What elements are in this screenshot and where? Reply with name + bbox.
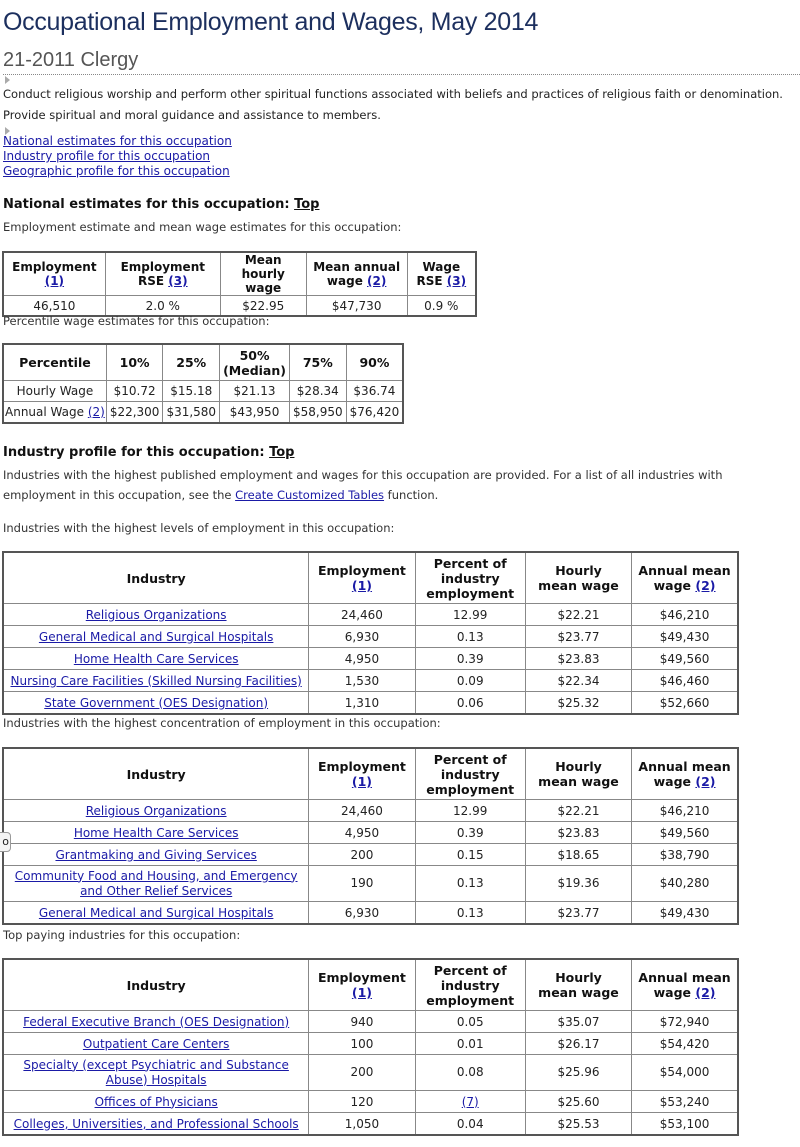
table-row xyxy=(3,866,738,902)
col-75: 75% xyxy=(289,344,346,381)
table-row xyxy=(3,1091,738,1113)
cell-hourly: $22.21 xyxy=(525,604,631,626)
cell-industry xyxy=(3,1011,309,1033)
cell-hourly: $23.83 xyxy=(525,822,631,844)
table-caption: Industries with the highest concentration of employment in this occupation: xyxy=(3,716,441,730)
col-employment: Employment (1) xyxy=(309,552,415,604)
cell-employment: 190 xyxy=(309,866,415,902)
cell-percent: 0.01 xyxy=(415,1033,525,1055)
col-employment: Employment (1) xyxy=(309,748,415,800)
cell-hourly: $22.21 xyxy=(525,800,631,822)
table-header-row xyxy=(3,252,476,296)
footnote-link[interactable]: (1) xyxy=(44,274,65,288)
percentile-intro: Percentile wage estimates for this occupation: xyxy=(3,314,270,328)
top-link[interactable]: Top xyxy=(294,197,320,212)
cell: $58,950 xyxy=(289,402,346,424)
industry-link[interactable]: Nursing Care Facilities (Skilled Nursing Facilities) xyxy=(10,673,302,688)
col-hourly: Hourly mean wage xyxy=(525,552,631,604)
table-header-row xyxy=(3,552,738,604)
col-90: 90% xyxy=(346,344,403,381)
cell-employment: 1,530 xyxy=(309,670,415,692)
cell-industry xyxy=(3,822,309,844)
table-row xyxy=(3,822,738,844)
cell-annual: $53,240 xyxy=(632,1091,738,1113)
expand-triangle-icon[interactable] xyxy=(5,76,10,84)
footnote-link[interactable]: (2) xyxy=(695,578,716,593)
cell-industry xyxy=(3,1055,309,1091)
cell-employment: 24,460 xyxy=(309,800,415,822)
table-caption: Top paying industries for this occupation: xyxy=(3,928,241,942)
col-percent: Percent of industry employment xyxy=(415,959,525,1011)
industry-table-highest-employment xyxy=(2,551,739,715)
cell-percent: 0.13 xyxy=(415,626,525,648)
toc-link-geographic[interactable]: Geographic profile for this occupation xyxy=(3,164,230,178)
table-header-row xyxy=(3,748,738,800)
footnote-link[interactable]: (2) xyxy=(367,274,387,288)
cell-employment: 1,310 xyxy=(309,692,415,715)
side-tab[interactable]: o xyxy=(0,832,11,852)
col-hourly: Hourly mean wage xyxy=(525,959,631,1011)
cell-percent: 0.13 xyxy=(415,866,525,902)
cell-hourly: $26.17 xyxy=(525,1033,631,1055)
occupation-title: 21-2011 Clergy xyxy=(3,49,139,71)
cell-employment: 1,050 xyxy=(309,1113,415,1136)
industry-link[interactable]: Outpatient Care Centers xyxy=(82,1036,230,1051)
cell-annual: $72,940 xyxy=(632,1011,738,1033)
cell-percent: 0.09 xyxy=(415,670,525,692)
cell-percent: 0.08 xyxy=(415,1055,525,1091)
cell-annual: $46,210 xyxy=(632,800,738,822)
cell-industry xyxy=(3,866,309,902)
industry-link[interactable]: Home Health Care Services xyxy=(73,825,239,840)
cell: $31,580 xyxy=(163,402,220,424)
table-header-row xyxy=(3,959,738,1011)
col-10: 10% xyxy=(106,344,163,381)
cell-industry xyxy=(3,604,309,626)
cell-percent: 0.04 xyxy=(415,1113,525,1136)
cell-percent: 0.06 xyxy=(415,692,525,715)
cell-hourly: $23.77 xyxy=(525,902,631,925)
cell-mean-hourly: $22.95 xyxy=(220,296,306,317)
cell-percent: 0.15 xyxy=(415,844,525,866)
table-row xyxy=(3,381,403,402)
description-line-2: Provide spiritual and moral guidance and assistance to members. xyxy=(3,108,381,122)
col-wage-rse: Wage RSE (3) xyxy=(407,252,476,296)
cell-employment: 6,930 xyxy=(309,626,415,648)
cell-percent: 0.39 xyxy=(415,822,525,844)
national-estimates-heading: National estimates for this occupation: Top xyxy=(3,197,320,212)
footnote-link[interactable]: (2) xyxy=(695,774,716,789)
cell-employment: 4,950 xyxy=(309,648,415,670)
cell-percent: 12.99 xyxy=(415,800,525,822)
cell-percent xyxy=(415,1091,525,1113)
cell-employment: 120 xyxy=(309,1091,415,1113)
industry-link[interactable]: Specialty (except Psychiatric and Substance Abuse) Hospitals xyxy=(23,1057,289,1087)
col-percent: Percent of industry employment xyxy=(415,748,525,800)
cell-hourly: $25.53 xyxy=(525,1113,631,1136)
table-row xyxy=(3,1011,738,1033)
industry-link[interactable]: Community Food and Housing, and Emergency and Other Relief Services xyxy=(14,868,298,898)
cell-industry xyxy=(3,648,309,670)
col-employment-rse: Employment RSE (3) xyxy=(105,252,220,296)
cell-annual: $53,100 xyxy=(632,1113,738,1136)
footnote-link[interactable]: (1) xyxy=(351,578,373,593)
cell-employment: 24,460 xyxy=(309,604,415,626)
cell: $36.74 xyxy=(346,381,403,402)
percentile-table xyxy=(2,343,404,424)
col-mean-annual: Mean annual wage (2) xyxy=(306,252,407,296)
cell-industry xyxy=(3,626,309,648)
cell-employment: 100 xyxy=(309,1033,415,1055)
cell-industry xyxy=(3,692,309,715)
cell-hourly: $25.96 xyxy=(525,1055,631,1091)
cell-percent: 0.39 xyxy=(415,648,525,670)
table-row xyxy=(3,902,738,925)
cell-employment: 200 xyxy=(309,1055,415,1091)
cell-mean-annual: $47,730 xyxy=(306,296,407,317)
cell: $22,300 xyxy=(106,402,163,424)
cell-employment: 4,950 xyxy=(309,822,415,844)
cell-industry xyxy=(3,902,309,925)
cell-annual: $54,420 xyxy=(632,1033,738,1055)
table-row xyxy=(3,1113,738,1136)
cell-annual: $49,430 xyxy=(632,626,738,648)
industry-link[interactable]: Home Health Care Services xyxy=(73,651,239,666)
cell-annual: $54,000 xyxy=(632,1055,738,1091)
cell: $10.72 xyxy=(106,381,163,402)
col-percentile: Percentile xyxy=(3,344,106,381)
table-row xyxy=(3,604,738,626)
footnote-link[interactable]: (2) xyxy=(695,985,716,1000)
cell-hourly: $18.65 xyxy=(525,844,631,866)
cell-percent: 0.05 xyxy=(415,1011,525,1033)
cell-annual: $49,560 xyxy=(632,822,738,844)
col-mean-hourly: Mean hourly wage xyxy=(220,252,306,296)
industry-link[interactable]: State Government (OES Designation) xyxy=(44,695,269,710)
cell-percent: 12.99 xyxy=(415,604,525,626)
cell-hourly: $22.34 xyxy=(525,670,631,692)
industry-link[interactable]: General Medical and Surgical Hospitals xyxy=(38,629,274,644)
cell-industry xyxy=(3,1091,309,1113)
table-row xyxy=(3,844,738,866)
industry-link[interactable]: Religious Organizations xyxy=(85,607,227,622)
cell-percent: 0.13 xyxy=(415,902,525,925)
footnote-link[interactable]: (3) xyxy=(168,274,188,288)
divider xyxy=(3,74,800,75)
col-annual: Annual mean wage (2) xyxy=(632,552,738,604)
row-label: Annual Wage (2) xyxy=(3,402,106,424)
cell-wage-rse: 0.9 % xyxy=(407,296,476,317)
footnote-link[interactable]: (2) xyxy=(87,405,105,419)
industry-link[interactable]: Offices of Physicians xyxy=(94,1094,218,1109)
industry-intro: Industries with the highest published employment and wages for this occupation are provided. For a list of all industries with employment in this occupation, see the Create Customized Tables function. xyxy=(3,468,723,502)
cell: $21.13 xyxy=(220,381,290,402)
cell-annual: $46,210 xyxy=(632,604,738,626)
cell-employment: 200 xyxy=(309,844,415,866)
industry-link[interactable]: General Medical and Surgical Hospitals xyxy=(38,905,274,920)
cell: $43,950 xyxy=(220,402,290,424)
col-25: 25% xyxy=(163,344,220,381)
cell-employment: 940 xyxy=(309,1011,415,1033)
col-hourly: Hourly mean wage xyxy=(525,748,631,800)
col-employment: Employment (1) xyxy=(309,959,415,1011)
cell-hourly: $25.32 xyxy=(525,692,631,715)
cell-industry xyxy=(3,844,309,866)
footnote-link[interactable]: (3) xyxy=(446,274,467,288)
toc-link-industry[interactable]: Industry profile for this occupation xyxy=(3,149,211,163)
table-header-row xyxy=(3,344,403,381)
footnote-link[interactable]: (1) xyxy=(351,774,373,789)
cell-hourly: $23.77 xyxy=(525,626,631,648)
industry-link[interactable]: Colleges, Universities, and Professional Schools xyxy=(13,1116,299,1131)
industry-table-highest-concentration xyxy=(2,747,739,925)
footnote-link[interactable]: (7) xyxy=(461,1094,479,1109)
industry-profile-heading: Industry profile for this occupation: Top xyxy=(3,445,295,460)
industry-link[interactable]: Religious Organizations xyxy=(85,803,227,818)
description-line-1: Conduct religious worship and perform other spiritual functions associated with beliefs and practices of religious faith or denomination. xyxy=(3,87,783,101)
col-annual: Annual mean wage (2) xyxy=(632,748,738,800)
table-row xyxy=(3,670,738,692)
cell-industry xyxy=(3,800,309,822)
footnote-link[interactable]: (1) xyxy=(351,985,373,1000)
cell-hourly: $19.36 xyxy=(525,866,631,902)
row-label: Hourly Wage xyxy=(3,381,106,402)
cell: $15.18 xyxy=(163,381,220,402)
cell: $28.34 xyxy=(289,381,346,402)
industry-link[interactable]: Federal Executive Branch (OES Designation) xyxy=(23,1014,290,1029)
table-row xyxy=(3,402,403,424)
industry-link[interactable]: Grantmaking and Giving Services xyxy=(55,847,257,862)
cell-hourly: $35.07 xyxy=(525,1011,631,1033)
table-row xyxy=(3,692,738,715)
table-row xyxy=(3,626,738,648)
occupation-description xyxy=(3,84,798,126)
cell-employment: 46,510 xyxy=(3,296,105,317)
national-estimates-table xyxy=(2,251,477,317)
table-row xyxy=(3,296,476,317)
col-industry: Industry xyxy=(3,959,309,1011)
cell: $76,420 xyxy=(346,402,403,424)
cell-industry xyxy=(3,1113,309,1136)
cell-annual: $40,280 xyxy=(632,866,738,902)
table-caption: Industries with the highest levels of employment in this occupation: xyxy=(3,521,395,535)
col-annual: Annual mean wage (2) xyxy=(632,959,738,1011)
col-percent: Percent of industry employment xyxy=(415,552,525,604)
col-industry: Industry xyxy=(3,748,309,800)
col-employment: Employment (1) xyxy=(3,252,105,296)
table-row xyxy=(3,800,738,822)
cell-employment-rse: 2.0 % xyxy=(105,296,220,317)
national-intro: Employment estimate and mean wage estimates for this occupation: xyxy=(3,220,402,234)
cell-annual: $49,430 xyxy=(632,902,738,925)
cell-hourly: $25.60 xyxy=(525,1091,631,1113)
cell-hourly: $23.83 xyxy=(525,648,631,670)
cell-annual: $38,790 xyxy=(632,844,738,866)
page-title: Occupational Employment and Wages, May 2014 xyxy=(3,8,539,36)
cell-employment: 6,930 xyxy=(309,902,415,925)
cell-annual: $52,660 xyxy=(632,692,738,715)
table-row xyxy=(3,1033,738,1055)
col-50: 50% (Median) xyxy=(220,344,290,381)
table-of-contents xyxy=(3,134,232,179)
cell-annual: $46,460 xyxy=(632,670,738,692)
table-row xyxy=(3,648,738,670)
create-customized-tables-link[interactable]: Create Customized Tables xyxy=(235,488,385,502)
cell-industry xyxy=(3,1033,309,1055)
cell-annual: $49,560 xyxy=(632,648,738,670)
col-industry: Industry xyxy=(3,552,309,604)
toc-link-national[interactable]: National estimates for this occupation xyxy=(3,134,232,148)
cell-industry xyxy=(3,670,309,692)
industry-table-top-paying xyxy=(2,958,739,1136)
top-link[interactable]: Top xyxy=(269,445,295,460)
table-row xyxy=(3,1055,738,1091)
